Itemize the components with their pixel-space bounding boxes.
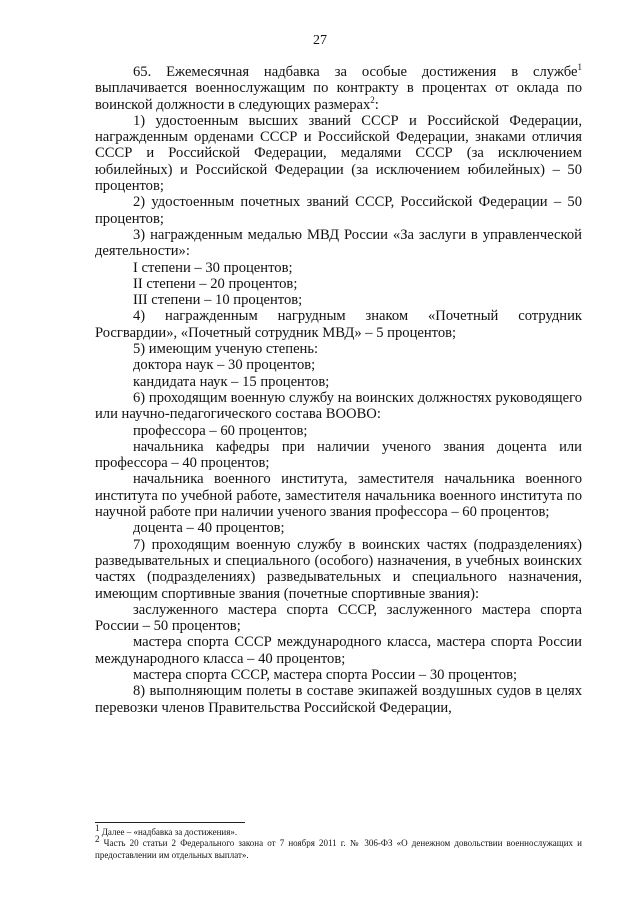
paragraph: мастера спорта СССР международного класса, мастера спорта России международного класса – 40 процентов; <box>95 634 582 667</box>
paragraph: начальника военного института, заместителя начальника военного института по учебной работе, заместителя начальника военного института по научной работе при наличии ученого звания профессора – 60 процентов; <box>95 471 582 521</box>
footnote-text: Часть 20 статьи 2 Федерального закона от 7 ноября 2011 г. № 306-ФЗ «О денежном довольствии военнослужащих и предоставлении им отдельных выплат». <box>95 838 582 860</box>
intro-text: 65. Ежемесячная надбавка за особые достижения в службе <box>133 64 578 80</box>
paragraph: 4) награжденным нагрудным знаком «Почетный сотрудник Росгвардии», «Почетный сотрудник МВД» – 5 процентов; <box>95 308 582 341</box>
paragraph: доктора наук – 30 процентов; <box>133 357 316 374</box>
paragraph: II степени – 20 процентов; <box>133 275 298 292</box>
footnote-ref-1[interactable]: 1 <box>577 62 582 73</box>
intro-text-2: выплачивается военнослужащим по контракту в процентах от оклада по воинской должности в следующих размерах <box>95 80 582 113</box>
page-number: 27 <box>313 33 327 48</box>
paragraph: 8) выполняющим полеты в составе экипажей воздушных судов в целях перевозки членов Правительства Российской Федерации, <box>95 683 582 716</box>
paragraph: 1) удостоенным высших званий СССР и Российской Федерации, награжденным орденами СССР и Российской Федерации, знаками отличия СССР и Российской Федерации, медалями СССР (за исключением юбилейных) и Российской Федерации (за исключением юбилейных) – 50 процентов; <box>95 112 582 195</box>
paragraph: I степени – 30 процентов; <box>133 259 293 276</box>
paragraph: 2) удостоенным почетных званий СССР, Российской Федерации – 50 процентов; <box>95 194 582 227</box>
footnote-ref-2[interactable]: 2 <box>370 94 375 105</box>
paragraph: кандидата наук – 15 процентов; <box>133 373 330 390</box>
footnote <box>95 823 582 838</box>
paragraph: заслуженного мастера спорта СССР, заслуженного мастера спорта России – 50 процентов; <box>95 601 582 635</box>
footnote <box>95 834 582 861</box>
intro-paragraph <box>95 64 582 113</box>
paragraph: начальника кафедры при наличии ученого звания доцента или профессора – 40 процентов; <box>95 438 582 472</box>
paragraph: доцента – 40 процентов; <box>133 520 285 537</box>
paragraph: 7) проходящим военную службу в воинских частях (подразделениях) разведывательных и специального (особого) назначения, в учебных воинских частях (подразделениях) разведывательных и специального назначения, имеющим спортивные звания (почетные спортивные звания): <box>95 536 582 602</box>
paragraph: III степени – 10 процентов; <box>133 292 303 309</box>
paragraph: 5) имеющим ученую степень: <box>133 341 319 358</box>
intro-text-3: : <box>374 96 379 113</box>
footnotes <box>95 823 582 861</box>
paragraph: 3) награжденным медалью МВД России «За заслуги в управленческой деятельности»: <box>95 226 582 260</box>
paragraph: 6) проходящим военную службу на воинских должностях руководящего или научно-педагогического состава ВООВО: <box>95 389 582 423</box>
paragraph-list <box>95 113 582 716</box>
footnote-separator <box>95 822 245 823</box>
footnote-mark: 2 <box>95 834 100 845</box>
body-text <box>95 64 582 716</box>
paragraph: профессора – 60 процентов; <box>133 422 308 439</box>
footnote-text: Далее – «надбавка за достижения». <box>99 827 238 837</box>
paragraph: мастера спорта СССР, мастера спорта России – 30 процентов; <box>133 666 518 683</box>
footnote-mark: 1 <box>95 823 100 833</box>
